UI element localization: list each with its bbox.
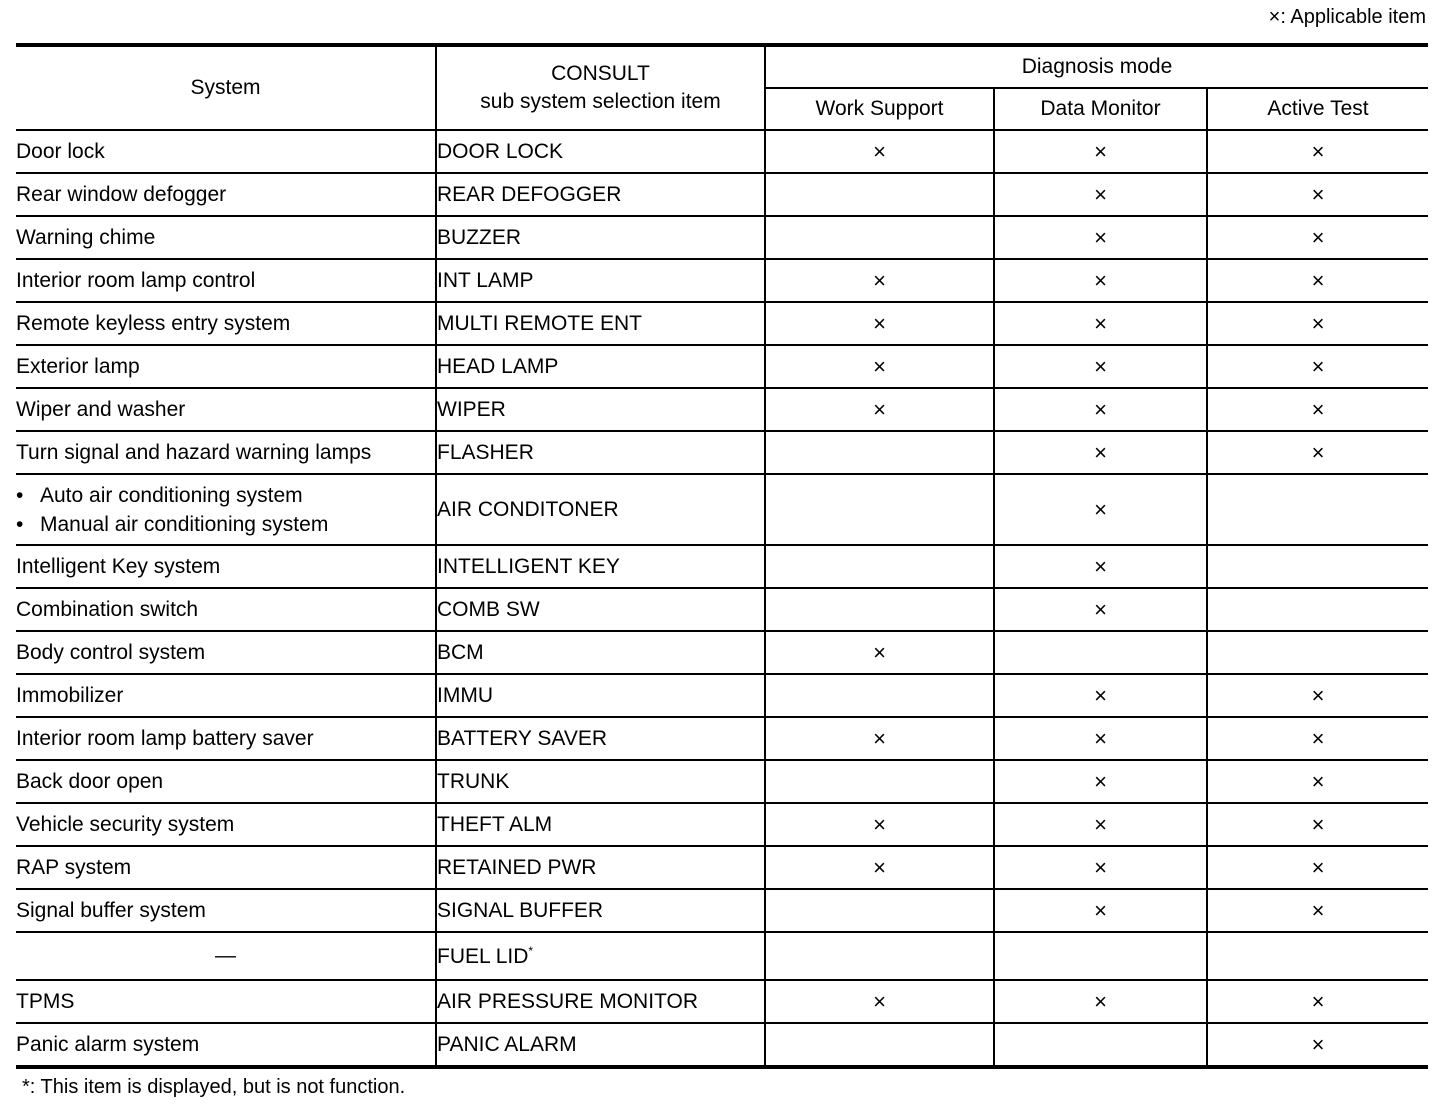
table-row (16, 130, 1428, 173)
table-row (16, 980, 1428, 1023)
active-test-mark: × (1207, 717, 1428, 760)
system-cell: Vehicle security system (16, 803, 436, 846)
active-test-mark: × (1207, 846, 1428, 889)
active-test-mark (1207, 474, 1428, 545)
data-monitor-mark: × (994, 345, 1207, 388)
work-support-mark (765, 588, 994, 631)
table-row (16, 431, 1428, 474)
data-monitor-mark: × (994, 259, 1207, 302)
work-support-mark: × (765, 130, 994, 173)
data-monitor-mark (994, 1023, 1207, 1067)
table-row (16, 674, 1428, 717)
consult-item-cell (436, 980, 765, 1023)
consult-item-cell (436, 1023, 765, 1067)
system-cell: Exterior lamp (16, 345, 436, 388)
system-cell: TPMS (16, 980, 436, 1023)
system-cell: Immobilizer (16, 674, 436, 717)
consult-item-label: DOOR LOCK (437, 139, 564, 163)
consult-item-cell (436, 932, 765, 980)
data-monitor-mark: × (994, 388, 1207, 431)
active-test-mark: × (1207, 674, 1428, 717)
work-support-mark: × (765, 980, 994, 1023)
consult-item-cell (436, 474, 765, 545)
consult-item-cell (436, 846, 765, 889)
consult-item-cell (436, 674, 765, 717)
consult-item-label: THEFT ALM (437, 812, 553, 836)
active-test-mark (1207, 545, 1428, 588)
work-support-mark (765, 889, 994, 932)
system-cell (16, 474, 436, 545)
data-monitor-mark: × (994, 173, 1207, 216)
system-cell: Panic alarm system (16, 1023, 436, 1067)
consult-item-cell (436, 388, 765, 431)
diagnosis-table (16, 43, 1428, 1069)
consult-item-label: MULTI REMOTE ENT (437, 311, 642, 335)
work-support-mark (765, 932, 994, 980)
system-cell: Door lock (16, 130, 436, 173)
work-support-mark (765, 1023, 994, 1067)
consult-item-cell (436, 302, 765, 345)
table-row (16, 302, 1428, 345)
consult-item-label: AIR PRESSURE MONITOR (437, 989, 698, 1013)
table-row (16, 760, 1428, 803)
footnote: *: This item is displayed, but is not function. (22, 1076, 406, 1098)
work-support-mark (765, 474, 994, 545)
table-row (16, 173, 1428, 216)
system-cell: Interior room lamp battery saver (16, 717, 436, 760)
consult-item-cell (436, 431, 765, 474)
work-support-mark: × (765, 302, 994, 345)
consult-item-label: BATTERY SAVER (437, 726, 607, 750)
consult-item-label: AIR CONDITONER (437, 497, 619, 521)
active-test-mark: × (1207, 760, 1428, 803)
system-cell: Warning chime (16, 216, 436, 259)
system-cell: Rear window defogger (16, 173, 436, 216)
system-bullet-item: • Manual air conditioning system (16, 510, 435, 539)
consult-item-cell (436, 259, 765, 302)
header-system: System (16, 45, 436, 130)
consult-item-label: INTELLIGENT KEY (437, 554, 620, 578)
active-test-mark: × (1207, 889, 1428, 932)
work-support-mark (765, 760, 994, 803)
system-bullet-item: • Auto air conditioning system (16, 481, 435, 510)
consult-item-cell (436, 173, 765, 216)
data-monitor-mark: × (994, 130, 1207, 173)
consult-item-cell (436, 631, 765, 674)
data-monitor-mark: × (994, 980, 1207, 1023)
table-row (16, 216, 1428, 259)
consult-item-label: TRUNK (437, 769, 510, 793)
consult-item-cell (436, 545, 765, 588)
legend-note: ×: Applicable item (1268, 6, 1426, 28)
consult-item-label: HEAD LAMP (437, 354, 559, 378)
consult-item-label: RETAINED PWR (437, 855, 597, 879)
work-support-mark: × (765, 631, 994, 674)
active-test-mark: × (1207, 388, 1428, 431)
consult-item-label: IMMU (437, 683, 493, 707)
active-test-mark: × (1207, 130, 1428, 173)
consult-item-label: REAR DEFOGGER (437, 182, 622, 206)
active-test-mark: × (1207, 980, 1428, 1023)
table-row (16, 388, 1428, 431)
system-cell: Wiper and washer (16, 388, 436, 431)
table-row (16, 545, 1428, 588)
table-row (16, 846, 1428, 889)
consult-item-cell (436, 345, 765, 388)
active-test-mark: × (1207, 173, 1428, 216)
data-monitor-mark: × (994, 588, 1207, 631)
table-row (16, 889, 1428, 932)
consult-item-cell (436, 216, 765, 259)
system-cell: Remote keyless entry system (16, 302, 436, 345)
active-test-mark: × (1207, 1023, 1428, 1067)
work-support-mark: × (765, 259, 994, 302)
active-test-mark: × (1207, 216, 1428, 259)
consult-item-label: INT LAMP (437, 268, 534, 292)
data-monitor-mark: × (994, 216, 1207, 259)
active-test-mark: × (1207, 259, 1428, 302)
table-row (16, 588, 1428, 631)
system-cell: Signal buffer system (16, 889, 436, 932)
header-work-support: Work Support (765, 88, 994, 130)
active-test-mark (1207, 631, 1428, 674)
system-cell: Body control system (16, 631, 436, 674)
active-test-mark: × (1207, 302, 1428, 345)
system-cell: Interior room lamp control (16, 259, 436, 302)
consult-item-label: SIGNAL BUFFER (437, 898, 604, 922)
system-cell: Back door open (16, 760, 436, 803)
header-data-monitor: Data Monitor (994, 88, 1207, 130)
active-test-mark (1207, 588, 1428, 631)
data-monitor-mark: × (994, 760, 1207, 803)
consult-item-label: BUZZER (437, 225, 521, 249)
table-body (16, 130, 1428, 1067)
header-consult-line2: sub system selection item (480, 90, 721, 113)
system-cell: RAP system (16, 846, 436, 889)
data-monitor-mark: × (994, 431, 1207, 474)
work-support-mark: × (765, 803, 994, 846)
active-test-mark: × (1207, 345, 1428, 388)
system-bullet-list (16, 481, 435, 539)
consult-item-label: WIPER (437, 397, 506, 421)
consult-item-cell (436, 803, 765, 846)
active-test-mark: × (1207, 803, 1428, 846)
work-support-mark (765, 216, 994, 259)
work-support-mark (765, 674, 994, 717)
data-monitor-mark (994, 631, 1207, 674)
data-monitor-mark: × (994, 803, 1207, 846)
work-support-mark: × (765, 345, 994, 388)
table-row (16, 1023, 1428, 1067)
consult-item-cell (436, 588, 765, 631)
table-row (16, 474, 1428, 545)
system-cell: Combination switch (16, 588, 436, 631)
consult-item-label: FLASHER (437, 440, 534, 464)
header-active-test: Active Test (1207, 88, 1428, 130)
footnote-marker: * (528, 943, 534, 958)
data-monitor-mark: × (994, 545, 1207, 588)
work-support-mark (765, 173, 994, 216)
system-cell: Intelligent Key system (16, 545, 436, 588)
table-row (16, 345, 1428, 388)
table-row (16, 259, 1428, 302)
table-row (16, 717, 1428, 760)
header-consult (436, 45, 765, 130)
active-test-mark: × (1207, 431, 1428, 474)
data-monitor-mark: × (994, 474, 1207, 545)
work-support-mark (765, 545, 994, 588)
data-monitor-mark: × (994, 302, 1207, 345)
data-monitor-mark: × (994, 846, 1207, 889)
consult-item-label: COMB SW (437, 597, 540, 621)
table-row (16, 631, 1428, 674)
system-cell: Turn signal and hazard warning lamps (16, 431, 436, 474)
table-row (16, 932, 1428, 980)
consult-item-label: PANIC ALARM (437, 1032, 577, 1056)
consult-item-cell (436, 760, 765, 803)
system-cell: — (16, 932, 436, 980)
header-diagnosis-mode: Diagnosis mode (765, 45, 1428, 88)
work-support-mark (765, 431, 994, 474)
data-monitor-mark: × (994, 889, 1207, 932)
header-consult-line1: CONSULT (551, 62, 650, 85)
consult-item-label: FUEL LID (437, 944, 529, 968)
consult-item-cell (436, 889, 765, 932)
table-row (16, 803, 1428, 846)
active-test-mark (1207, 932, 1428, 980)
data-monitor-mark: × (994, 674, 1207, 717)
work-support-mark: × (765, 846, 994, 889)
data-monitor-mark: × (994, 717, 1207, 760)
work-support-mark: × (765, 388, 994, 431)
consult-item-cell (436, 130, 765, 173)
consult-item-label: BCM (437, 640, 484, 664)
data-monitor-mark (994, 932, 1207, 980)
work-support-mark: × (765, 717, 994, 760)
consult-item-cell (436, 717, 765, 760)
